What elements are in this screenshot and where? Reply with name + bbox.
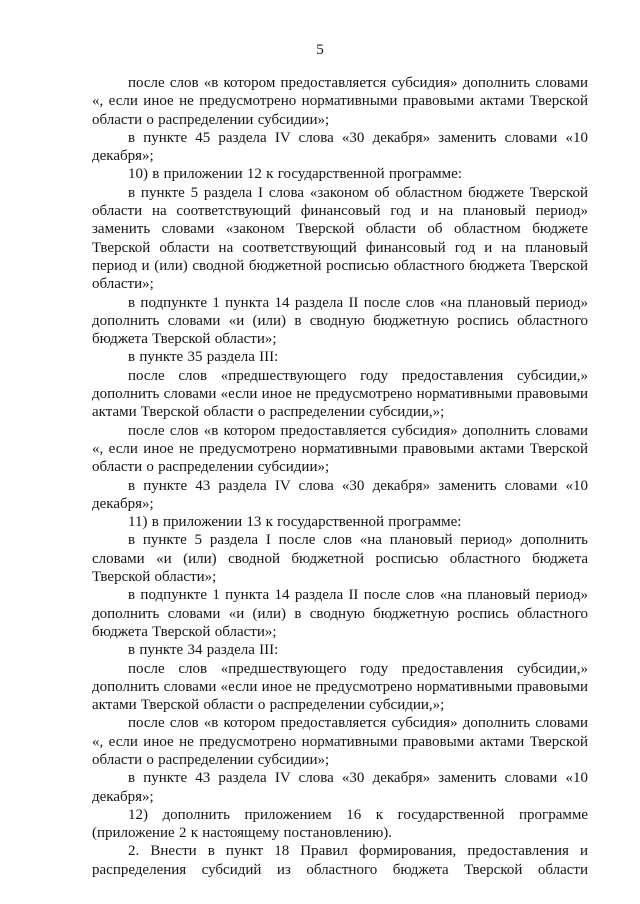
page-number: 5 xyxy=(316,42,324,58)
paragraph: после слов «предшествующего году предоставления субсидии,» дополнить словами «если иное не предусмотрено нормативными правовыми актами Тверской области о распределении субсидии,»; xyxy=(92,367,588,421)
paragraph: 11) в приложении 13 к государственной программе: xyxy=(128,514,462,531)
paragraph: после слов «в котором предоставляется субсидия» дополнить словами «, если иное не предусмотрено нормативными правовыми актами Тверской области о распределении субсидии»; xyxy=(92,75,588,128)
paragraph: 12) дополнить приложением 16 к государственной программе (приложение 2 к настоящему постановлению). xyxy=(92,806,588,842)
paragraph: в пункте 34 раздела III: xyxy=(128,642,279,659)
paragraph: в подпункте 1 пункта 14 раздела II после слов «на плановый период» дополнить словами «и (или) в сводную бюджетную роспись областного бюджета Тверской области»; xyxy=(92,294,588,348)
document-body xyxy=(92,74,588,879)
paragraph: в пункте 35 раздела III: xyxy=(128,349,279,366)
paragraph: в подпункте 1 пункта 14 раздела II после слов «на плановый период» дополнить словами «и (или) в сводную бюджетную роспись областного бюджета Тверской области»; xyxy=(92,587,588,640)
paragraph: в пункте 5 раздела I слова «законом об областном бюджете Тверской области на соответствующий финансовый год и на плановый период» заменить словами «законом Тверской области об областном бюджете Тверской области на соответствующий финансовый год и на плановый период и (или) сводной бюджетной росписью областного бюджета Тверской области»; xyxy=(92,184,588,293)
paragraph: 10) в приложении 12 к государственной программе: xyxy=(128,166,462,183)
paragraph: после слов «в котором предоставляется субсидия» дополнить словами «, если иное не предусмотрено нормативными правовыми актами Тверской области о распределении субсидии»; xyxy=(92,422,588,476)
paragraph: после слов «в котором предоставляется субсидия» дополнить словами «, если иное не предусмотрено нормативными правовыми актами Тверской области о распределении субсидии»; xyxy=(92,715,588,768)
paragraph: 2. Внести в пункт 18 Правил формирования, предоставления и распределения субсидий из областного бюджета Тверской области xyxy=(92,843,588,878)
paragraph: после слов «предшествующего году предоставления субсидии,» дополнить словами «если иное не предусмотрено нормативными правовыми актами Тверской области о распределении субсидии,»; xyxy=(92,660,588,714)
paragraph: в пункте 45 раздела IV слова «30 декабря» заменить словами «10 декабря»; xyxy=(92,129,588,165)
paragraph: в пункте 43 раздела IV слова «30 декабря» заменить словами «10 декабря»; xyxy=(92,770,588,805)
paragraph: в пункте 43 раздела IV слова «30 декабря» заменить словами «10 декабря»; xyxy=(92,477,588,512)
paragraph: в пункте 5 раздела I после слов «на плановый период» дополнить словами «и (или) сводной бюджетной росписью областного бюджета Тверской области»; xyxy=(92,532,588,586)
